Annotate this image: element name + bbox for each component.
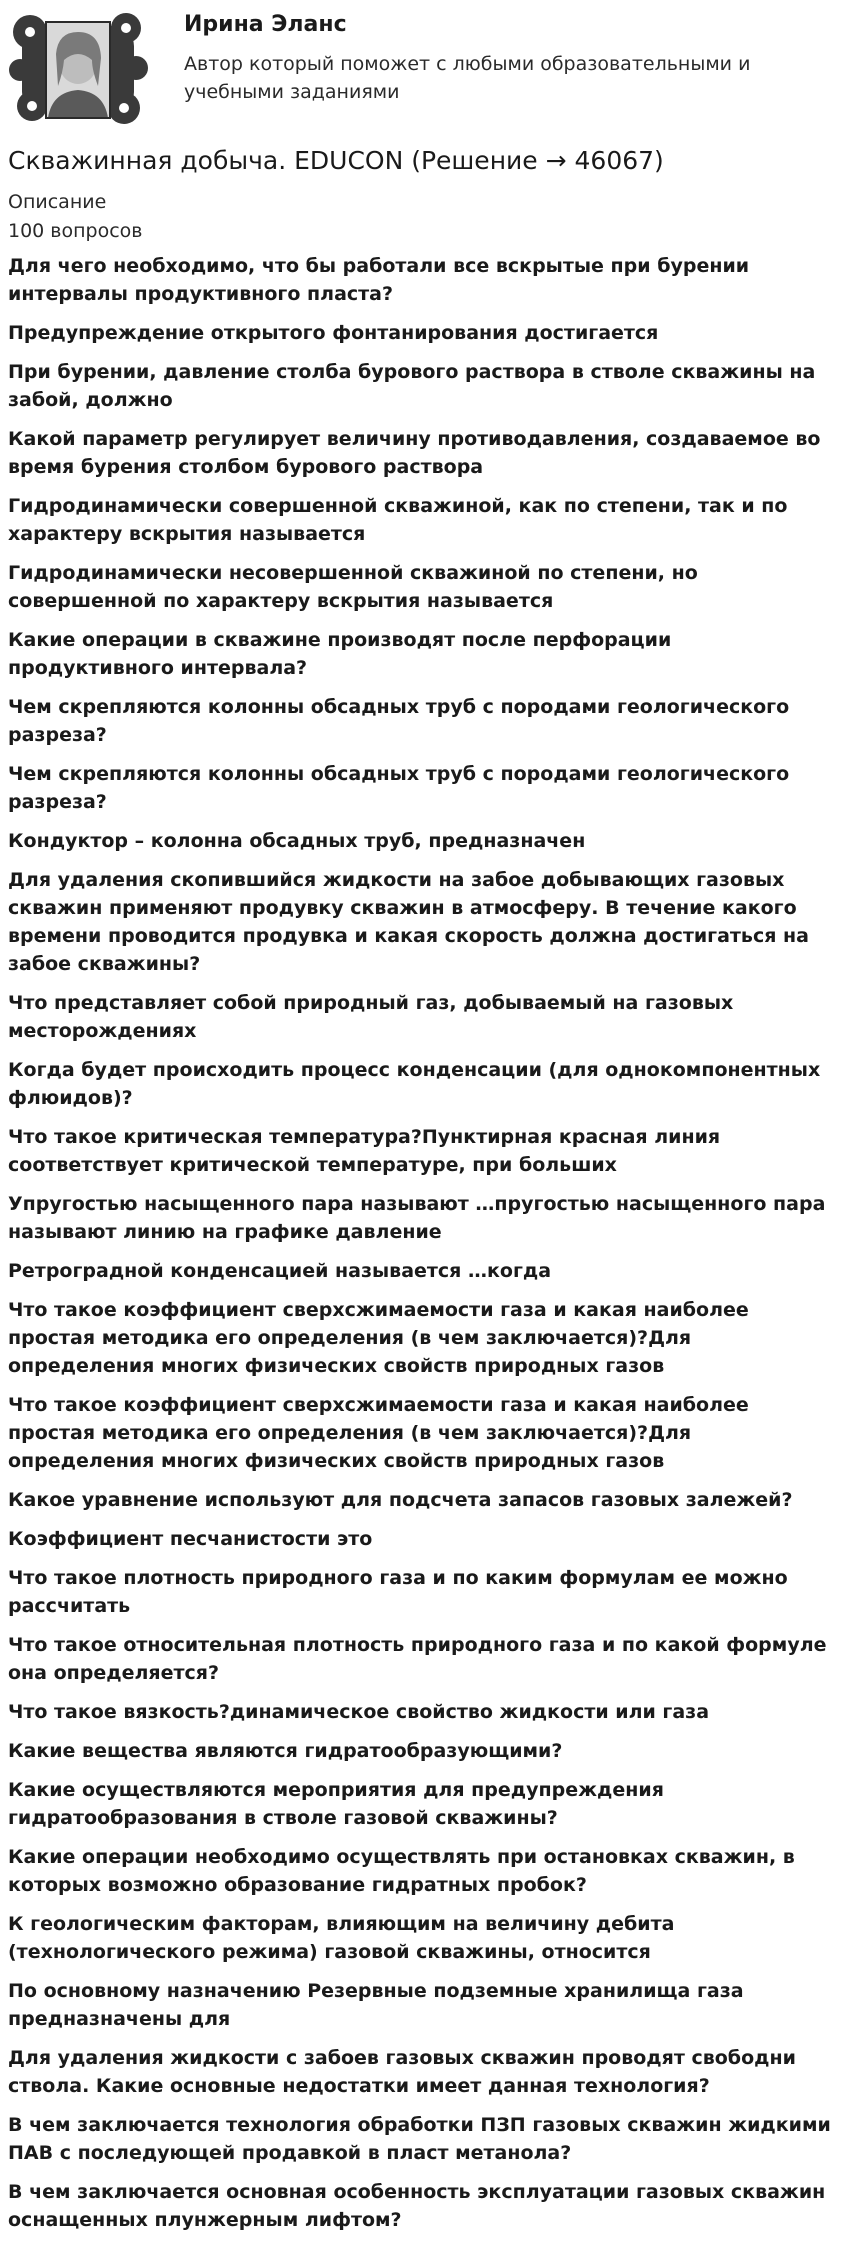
question-item: В чем заключается основная особенность эксплуатации газовых скважин оснащенных плунжерным лифтом? bbox=[8, 2181, 826, 2231]
question-item: Что такое вязкость?динамическое свойство жидкости или газа bbox=[8, 1701, 710, 1723]
question-item: Какое уравнение используют для подсчета запасов газовых залежей? bbox=[8, 1489, 793, 1511]
question-item: Когда будет происходить процесс конденсации (для однокомпонентных флюидов)? bbox=[8, 1059, 821, 1109]
question-item: Какой параметр регулирует величину противодавления, создаваемое во время бурения столбом бурового раствора bbox=[8, 428, 821, 478]
author-avatar[interactable] bbox=[8, 8, 148, 126]
author-description: Автор который поможет с любыми образовательными и учебными заданиями bbox=[184, 53, 751, 103]
question-item: Для удаления скопившийся жидкости на забое добывающих газовых скважин применяют продувку скважин в атмосферу. В течение какого времени проводится продувка и какая скорость должна достигаться на забое скважины? bbox=[8, 869, 809, 975]
question-item: По основному назначению Резервные подземные хранилища газа предназначены для bbox=[8, 1980, 744, 2030]
question-item: Для удаления жидкости с забоев газовых скважин проводят свободни ствола. Какие основные недостатки имеет данная технология? bbox=[8, 2047, 796, 2097]
question-item: Что такое коэффициент сверхсжимаемости газа и какая наиболее простая методика его определения (в чем заключается)?Для определения многих физических свойств природных газов bbox=[8, 1394, 749, 1472]
question-item: Что такое критическая температура?Пунктирная красная линия соответствует критической температуре, при больших bbox=[8, 1126, 721, 1176]
document-title: Скважинная добыча. EDUCON (Решение → 46067) bbox=[8, 146, 664, 175]
question-item: Что представляет собой природный газ, добываемый на газовых месторождениях bbox=[8, 992, 734, 1042]
question-item: При бурении, давление столба бурового раствора в стволе скважины на забой, должно bbox=[8, 361, 816, 411]
question-item: Что такое коэффициент сверхсжимаемости газа и какая наиболее простая методика его определения (в чем заключается)?Для определения многих физических свойств природных газов bbox=[8, 1299, 749, 1377]
document-content bbox=[8, 144, 838, 2245]
question-item: Чем скрепляются колонны обсадных труб с породами геологического разреза? bbox=[8, 763, 790, 813]
description-label: Описание bbox=[8, 191, 107, 213]
question-item: Ретроградной конденсацией называется …когда bbox=[8, 1260, 552, 1282]
author-name[interactable]: Ирина Эланс bbox=[184, 12, 347, 37]
question-item: К геологическим факторам, влияющим на величину дебита (технологического режима) газовой скважины, относится bbox=[8, 1913, 675, 1963]
question-item: Предупреждение открытого фонтанирования достигается bbox=[8, 322, 659, 344]
question-item: Что такое относительная плотность природного газа и по какой формуле она определяется? bbox=[8, 1634, 827, 1684]
question-item: Гидродинамически несовершенной скважиной по степени, но совершенной по характеру вскрытия называется bbox=[8, 562, 698, 612]
question-item: Кондуктор – колонна обсадных труб, предназначен bbox=[8, 830, 586, 852]
author-card bbox=[0, 0, 847, 140]
question-item: Для чего необходимо, что бы работали все вскрытые при бурении интервалы продуктивного пласта? bbox=[8, 255, 750, 305]
question-item: Коэффициент песчанистости это bbox=[8, 1528, 373, 1550]
question-item: Чем скрепляются колонны обсадных труб с породами геологического разреза? bbox=[8, 696, 790, 746]
question-list bbox=[8, 252, 838, 2234]
question-item: Гидродинамически совершенной скважиной, как по степени, так и по характеру вскрытия называется bbox=[8, 495, 788, 545]
question-item: Какие вещества являются гидратообразующими? bbox=[8, 1740, 563, 1762]
question-item: Что такое плотность природного газа и по каким формулам ее можно рассчитать bbox=[8, 1567, 788, 1617]
question-item: Какие операции в скважине производят после перфорации продуктивного интервала? bbox=[8, 629, 672, 679]
question-item: Упругостью насыщенного пара называют …пругостью насыщенного пара называют линию на графике давление bbox=[8, 1193, 826, 1243]
question-item: В чем заключается технология обработки ПЗП газовых скважин жидкими ПАВ с последующей продавкой в пласт метанола? bbox=[8, 2114, 831, 2164]
question-item: Какие осуществляются мероприятия для предупреждения гидратообразования в стволе газовой скважины? bbox=[8, 1779, 664, 1829]
question-item: Какие операции необходимо осуществлять при остановках скважин, в которых возможно образование гидратных пробок? bbox=[8, 1846, 795, 1896]
question-count: 100 вопросов bbox=[8, 220, 143, 242]
